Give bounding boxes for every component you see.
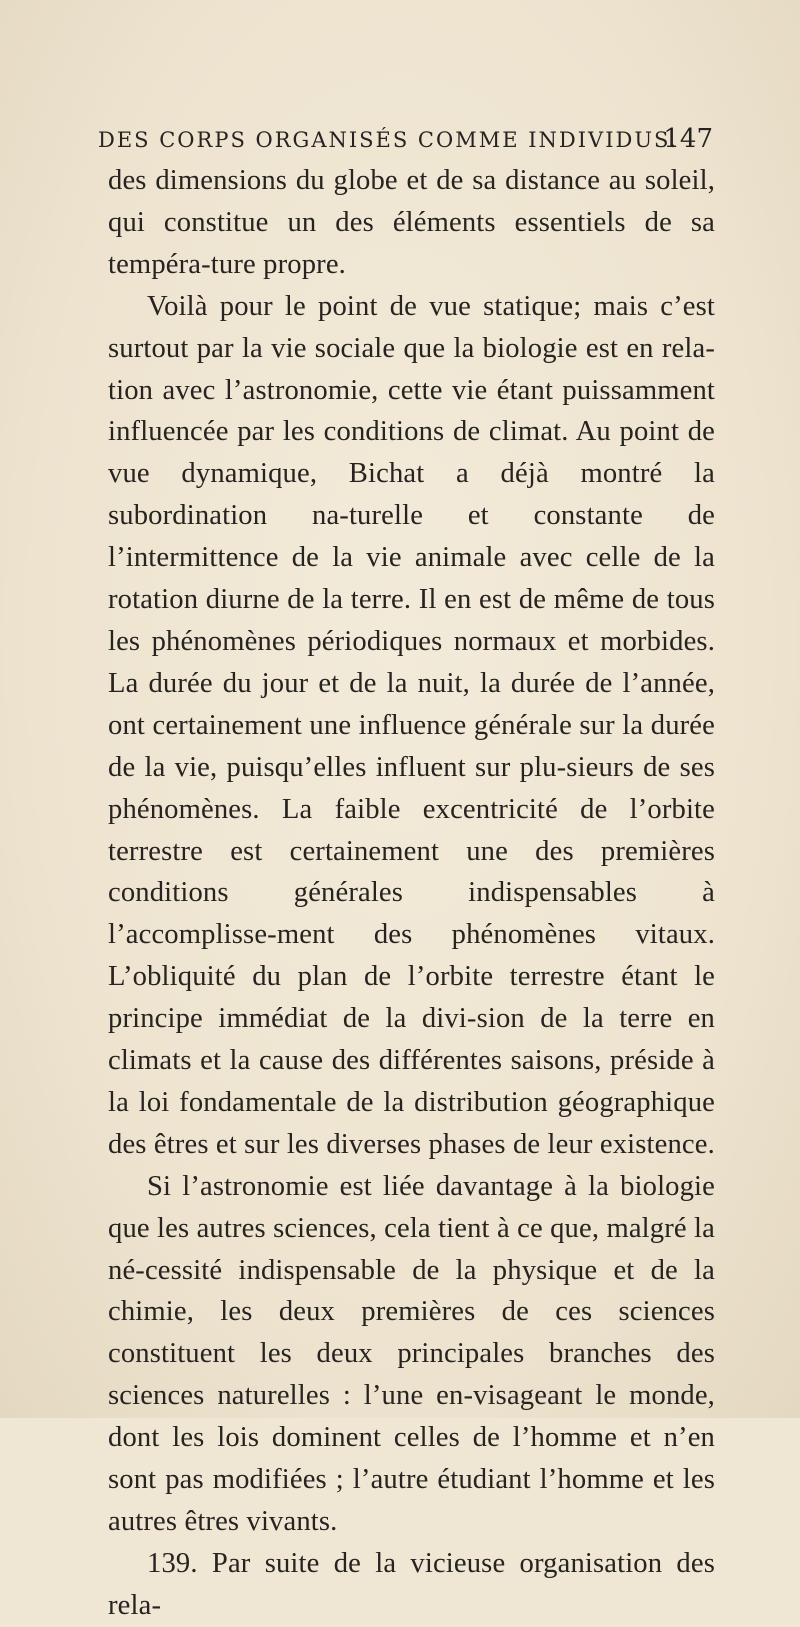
paragraph-continuation: des dimensions du globe et de sa distance au soleil, qui constitue un des éléments essentiels de sa tempéra-ture propre. [108,165,715,280]
page-number: 147 [663,124,713,154]
running-head [98,124,713,164]
paragraph-astronomy-biology: Si l’astronomie est liée davantage à la biologie que les autres sciences, cela tient à ce que, malgré la né-cessité indispensable de la physique et de la chimie, les deux premières de ces sciences constituent les deux principales branches des sciences naturelles : l’une en-visageant le monde, dont les lois dominent celles de l’homme et n’en sont pas modifiées ; l’autre étudiant l’homme et les autres êtres vivants. [108,1170,715,1537]
paragraph-section-139: 139. Par suite de la vicieuse organisation des rela- [108,1547,715,1621]
body-text [108,160,715,1627]
paragraph-static-dynamic: Voilà pour le point de vue statique; mais c’est surtout par la vie sociale que la biologie est en rela-tion avec l’astronomie, cette vie étant puissamment influencée par les conditions de climat. Au point de vue dynamique, Bichat a déjà montré la subordination na-turelle et constante de l’intermittence de la vie animale avec celle de la rotation diurne de la terre. Il en est de même de tous les phénomènes périodiques normaux et morbides. La durée du jour et de la nuit, la durée de l’année, ont certainement une influence générale sur la durée de la vie, puisqu’elles influent sur plu-sieurs de ses phénomènes. La faible excentricité de l’orbite terrestre est certainement une des premières conditions générales indispensables à l’accomplisse-ment des phénomènes vitaux. L’obliquité du plan de l’orbite terrestre étant le principe immédiat de la divi-sion de la terre en climats et la cause des différentes saisons, préside à la loi fondamentale de la distribution géographique des êtres et sur les diverses phases de leur existence. [108,290,715,1160]
running-title: DES CORPS ORGANISÉS COMME INDIVIDUS. [98,128,679,152]
